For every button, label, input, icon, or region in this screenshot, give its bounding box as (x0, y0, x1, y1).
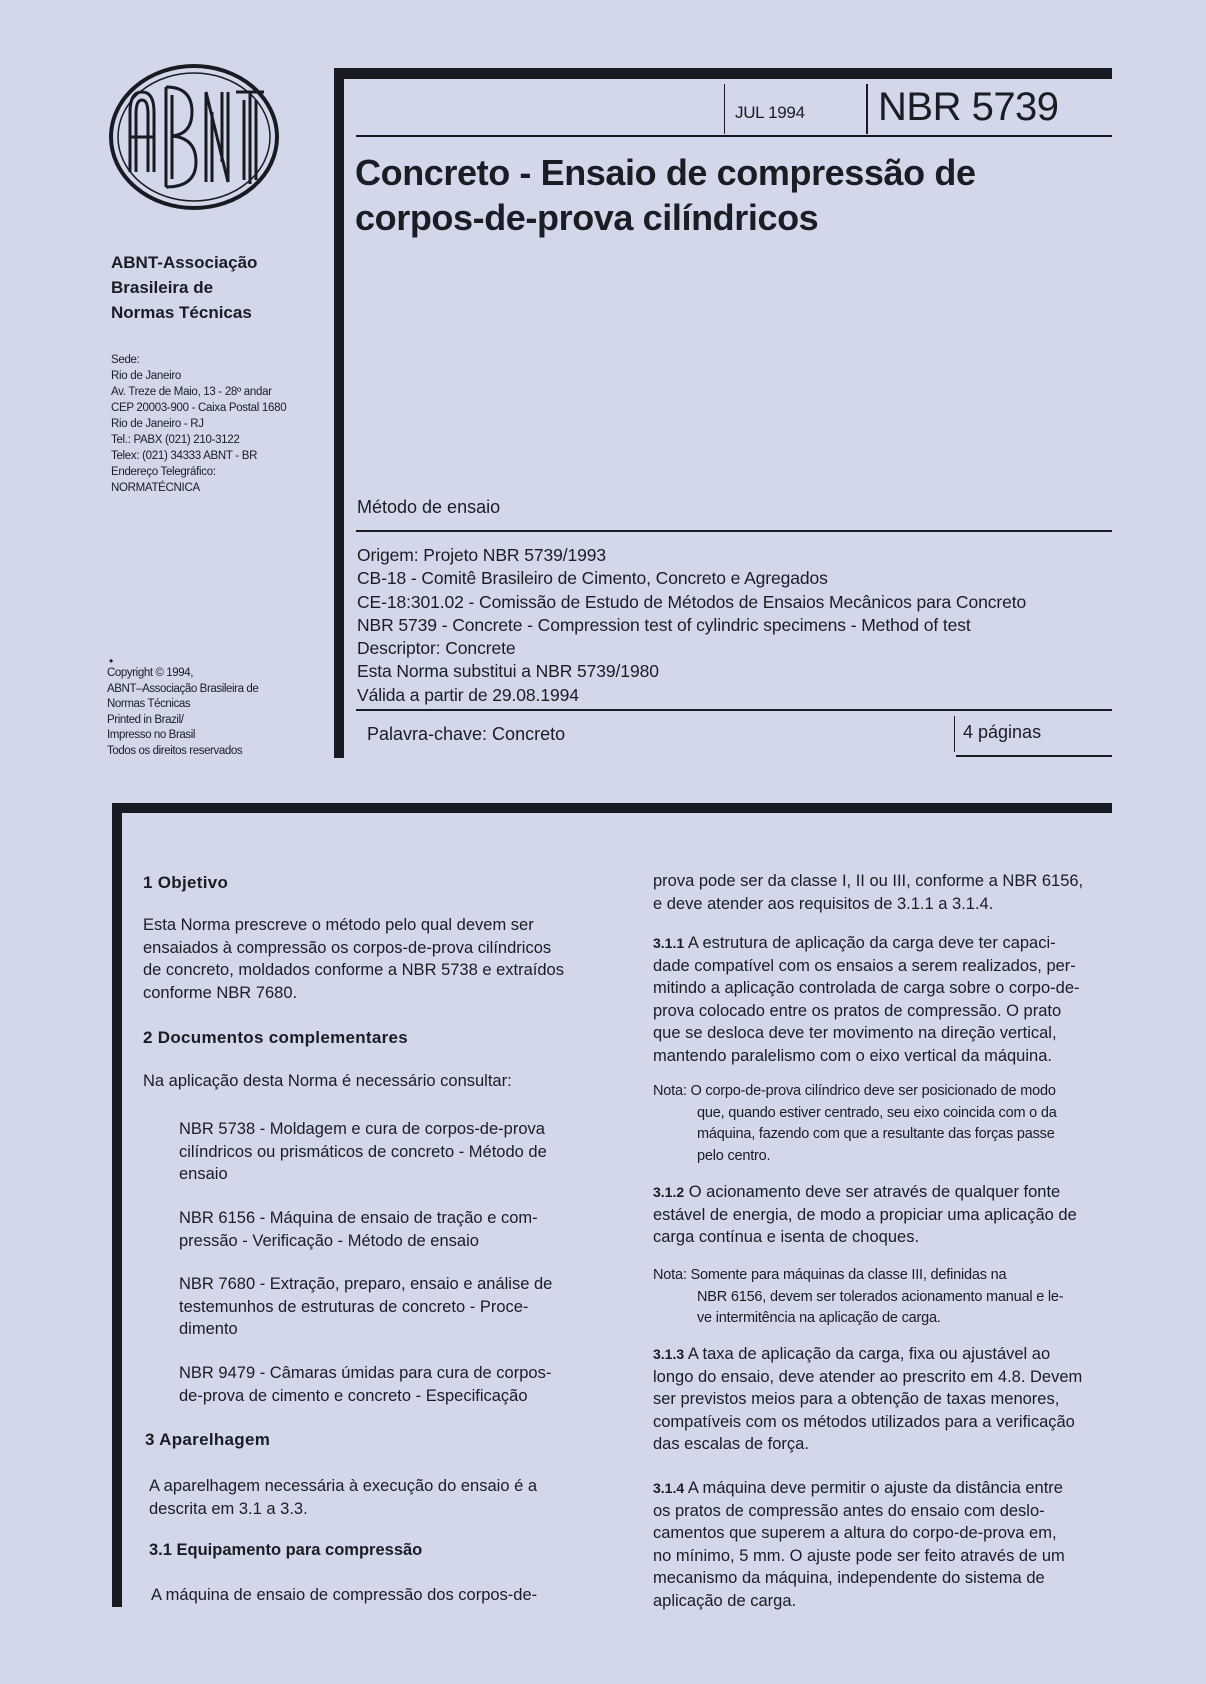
text-line: prova pode ser da classe I, II ou III, conforme a NBR 6156, (653, 872, 1084, 890)
origin-line: Esta Norma substitui a NBR 5739/1980 (357, 661, 659, 682)
bullet-dot: • (109, 654, 114, 668)
text-line: de-prova de cimento e concreto - Especificação (179, 1386, 528, 1405)
text-line: descrita em 3.1 a 3.3. (149, 1499, 308, 1518)
header-separator (866, 84, 868, 134)
title-line: corpos-de-prova cilíndricos (355, 197, 819, 238)
text-line: mitindo a aplicação controlada de carga sobre o corpo-de- (653, 979, 1080, 997)
text-line: ser previstos meios para a obtenção de taxas menores, (653, 1390, 1060, 1408)
text-line: aplicação de carga. (653, 1591, 797, 1610)
text-line: NBR 9479 - Câmaras úmidas para cura de corpos- (179, 1364, 552, 1382)
origin-info (357, 544, 1026, 707)
text-line: Nota: O corpo-de-prova cilíndrico deve ser posicionado de modo (653, 1083, 1056, 1099)
abnt-logo (108, 62, 280, 212)
text-line: estável de energia, de modo a propiciar uma aplicação de (653, 1205, 1077, 1224)
text-line: mantendo paralelismo com o eixo vertical da máquina. (653, 1046, 1052, 1065)
clause-number: 3.1.3 (653, 1346, 685, 1362)
document-type: Método de ensaio (357, 497, 501, 517)
clause-number: 3.1.1 (653, 935, 685, 951)
text-line: testemunhos de estruturas de concreto - Proce- (179, 1297, 529, 1316)
text-line: A estrutura de aplicação da carga deve ter capaci- (687, 934, 1056, 952)
body-left-bar (112, 803, 122, 1607)
header-rule (956, 755, 1112, 757)
section-2-heading: 2 Documentos complementares (143, 1028, 409, 1047)
sede-line: Sede: (111, 354, 140, 366)
org-line: Normas Técnicas (111, 303, 252, 322)
text-line: pelo centro. (697, 1147, 771, 1164)
text-line: compatíveis com os métodos utilizados para a verificação (653, 1412, 1075, 1431)
sede-line: Endereço Telegráfico: (111, 466, 216, 478)
text-line: mecanismo da máquina, independente do sistema de (653, 1569, 1045, 1587)
clause-3-1-1 (653, 932, 1080, 1067)
section-1-body (143, 914, 603, 1004)
sede-line: Rio de Janeiro (111, 370, 181, 382)
text-line: Nota: Somente para máquinas da classe III, definidas na (653, 1267, 1007, 1283)
text-line: conforme NBR 7680. (143, 983, 298, 1002)
document-title (355, 150, 1115, 240)
text-line: longo do ensaio, deve atender ao prescrito em 4.8. Devem (653, 1367, 1083, 1386)
header-separator (954, 716, 955, 752)
reference-item (179, 1273, 552, 1341)
copyright-line: Printed in Brazil/ (107, 713, 184, 726)
header-rule (356, 135, 1112, 137)
text-line: camentos que superem a altura do corpo-de-prova em, (653, 1524, 1057, 1542)
header-separator (724, 84, 725, 134)
clause-line (653, 932, 1080, 955)
origin-line: Válida a partir de 29.08.1994 (357, 684, 579, 705)
clause-line (653, 1477, 1065, 1500)
text-line: NBR 6156 - Máquina de ensaio de tração e com- (179, 1209, 538, 1227)
text-line: e deve atender aos requisitos de 3.1.1 a 3.1.4. (653, 894, 994, 913)
clause-line (653, 1343, 1082, 1366)
text-line: NBR 6156, devem ser tolerados acionamento manual e le- (697, 1288, 1064, 1305)
copyright-line: Impresso no Brasil (107, 729, 196, 741)
keywords: Palavra-chave: Concreto (367, 724, 566, 744)
origin-line: NBR 5739 - Concrete - Compression test of cylindric specimens - Method of test (357, 614, 971, 635)
text-line: de concreto, moldados conforme a NBR 5738 e extraídos (143, 961, 564, 979)
copyright-line: Todos os direitos reservados (107, 744, 243, 757)
origin-line: CE-18:301.02 - Comissão de Estudo de Métodos de Ensaios Mecânicos para Concreto (357, 591, 1027, 612)
copyright-line: Normas Técnicas (107, 698, 191, 710)
org-line: ABNT-Associação (111, 253, 258, 272)
clause-3-1-2 (653, 1181, 1077, 1249)
sede-line: NORMATÉCNICA (111, 482, 200, 494)
section-3-body (149, 1475, 537, 1520)
copyright-line: Copyright © 1994, (107, 667, 194, 679)
publication-date: JUL 1994 (735, 103, 805, 122)
text-line: A máquina deve permitir o ajuste da distância entre (687, 1479, 1063, 1497)
sede-line: Tel.: PABX (021) 210-3122 (111, 434, 240, 446)
text-line: A aparelhagem necessária à execução do ensaio é a (149, 1477, 538, 1495)
section-3-1-body: A máquina de ensaio de compressão dos corpos-de- (151, 1586, 538, 1604)
origin-line: Origem: Projeto NBR 5739/1993 (357, 545, 607, 565)
text-line: máquina, fazendo com que a resultante das forças passe (697, 1126, 1055, 1142)
text-line: no mínimo, 5 mm. O ajuste pode ser feito através de um (653, 1546, 1065, 1565)
standard-code: NBR 5739 (878, 85, 1059, 129)
copyright-line: ABNT–Associação Brasileira de (107, 682, 259, 695)
text-line: ve intermitência na aplicação de carga. (697, 1310, 941, 1326)
text-line: que se desloca deve ter movimento na direção vertical, (653, 1024, 1057, 1042)
reference-item (179, 1362, 551, 1407)
text-line: os pratos de compressão antes do ensaio com deslo- (653, 1501, 1045, 1520)
text-line: ensaiados à compressão os corpos-de-prova cilíndricos (143, 938, 552, 957)
sede-line: Rio de Janeiro - RJ (111, 418, 204, 430)
sede-line: Av. Treze de Maio, 13 - 28º andar (111, 386, 272, 398)
page-count: 4 páginas (963, 722, 1042, 742)
text-line: carga contínua e isenta de choques. (653, 1228, 920, 1246)
clause-number: 3.1.4 (653, 1480, 685, 1496)
clause-3-1-4 (653, 1477, 1065, 1612)
text-line: prova colocado entre os pratos de compressão. O prato (653, 1001, 1062, 1020)
continued-paragraph (653, 870, 1083, 915)
header-left-bar (334, 68, 344, 758)
origin-line: Descriptor: Concrete (357, 638, 516, 659)
sede-line: CEP 20003-900 - Caixa Postal 1680 (111, 402, 287, 414)
sede-line: Telex: (021) 34333 ABNT - BR (111, 450, 258, 462)
text-line: O acionamento deve ser através de qualquer fonte (688, 1183, 1061, 1201)
reference-item (179, 1207, 538, 1252)
text-line: dade compatível com os ensaios a serem realizados, per- (653, 956, 1076, 975)
text-line: dimento (179, 1320, 238, 1338)
text-line: ensaio (179, 1165, 228, 1183)
text-line: NBR 5738 - Moldagem e cura de corpos-de-prova (179, 1120, 545, 1138)
org-line: Brasileira de (111, 278, 214, 297)
section-3-1-heading: 3.1 Equipamento para compressão (149, 1541, 423, 1559)
section-3-heading: 3 Aparelhagem (145, 1430, 271, 1449)
copyright-info (107, 666, 258, 759)
title-line: Concreto - Ensaio de compressão de (355, 152, 976, 193)
clause-number: 3.1.2 (653, 1184, 685, 1200)
header-rule (356, 530, 1112, 532)
text-line: NBR 7680 - Extração, preparo, ensaio e análise de (179, 1275, 553, 1293)
text-line: das escalas de força. (653, 1435, 809, 1453)
section-1-heading: 1 Objetivo (143, 873, 229, 892)
clause-3-1-3 (653, 1343, 1082, 1456)
origin-line: CB-18 - Comitê Brasileiro de Cimento, Concreto e Agregados (357, 568, 828, 589)
text-line: Esta Norma prescreve o método pelo qual devem ser (143, 916, 534, 934)
header-top-bar (334, 68, 1112, 79)
headquarters-info (111, 352, 286, 496)
text-line: que, quando estiver centrado, seu eixo coincida com o da (697, 1104, 1057, 1121)
text-line: cilíndricos ou prismáticos de concreto - Método de (179, 1142, 547, 1161)
reference-item (179, 1118, 547, 1186)
note-2 (653, 1265, 1063, 1330)
note-1 (653, 1081, 1057, 1167)
body-top-bar (112, 803, 1112, 813)
header-rule (356, 709, 1112, 711)
text-line: A taxa de aplicação da carga, fixa ou ajustável ao (687, 1345, 1051, 1363)
organization-name (111, 250, 257, 325)
text-line: pressão - Verificação - Método de ensaio (179, 1231, 479, 1250)
clause-line (653, 1181, 1077, 1204)
section-2-intro: Na aplicação desta Norma é necessário consultar: (143, 1072, 512, 1090)
